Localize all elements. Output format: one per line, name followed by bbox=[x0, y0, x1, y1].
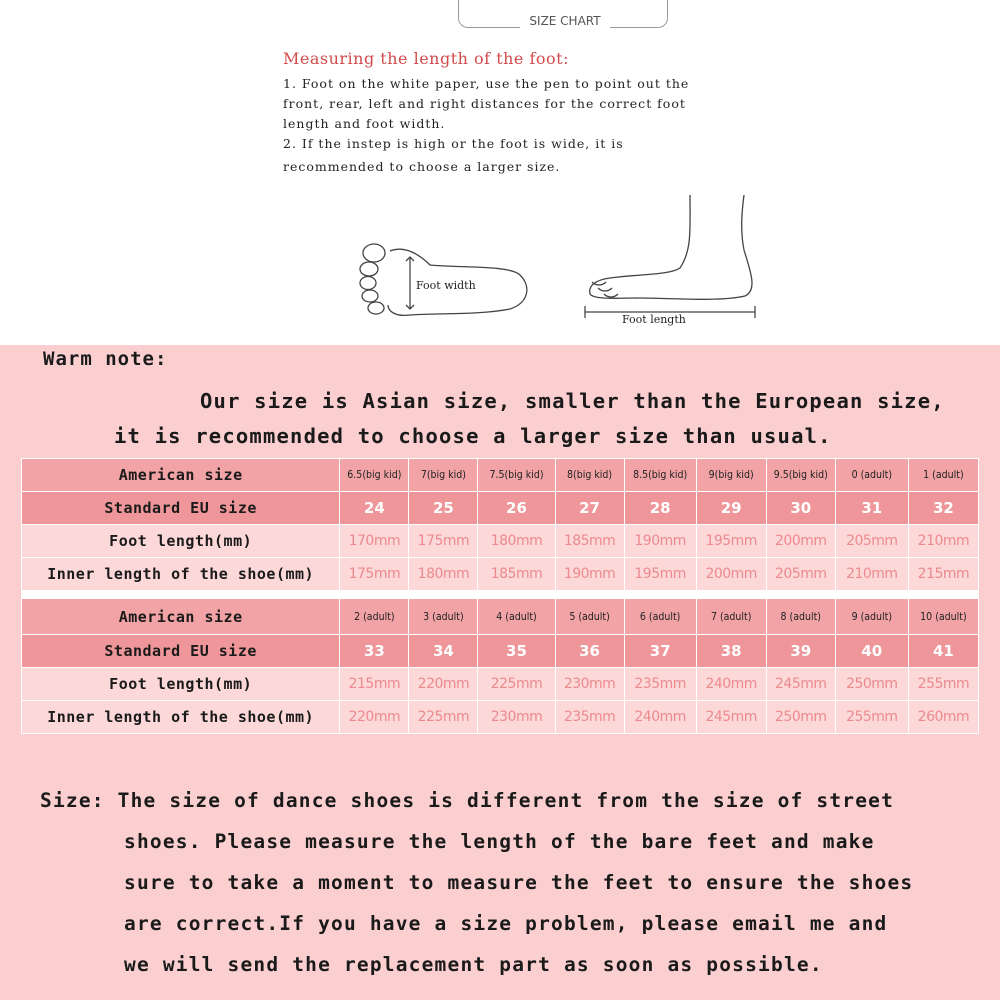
american-size-row bbox=[22, 459, 979, 492]
foot-length-cell: 215mm bbox=[340, 668, 409, 701]
foot-width-label: Foot width bbox=[416, 279, 476, 292]
size-table bbox=[21, 458, 979, 591]
inner-length-cell: 260mm bbox=[908, 701, 978, 734]
inner-length-cell: 245mm bbox=[696, 701, 766, 734]
inner-length-row bbox=[22, 558, 979, 591]
eu-size-row bbox=[22, 635, 979, 668]
measuring-instruction-line: 2. If the instep is high or the foot is wide, it is bbox=[283, 136, 624, 151]
inner-length-cell: 175mm bbox=[340, 558, 409, 591]
eu-size-cell: 30 bbox=[766, 492, 835, 525]
foot-length-row bbox=[22, 668, 979, 701]
eu-size-row bbox=[22, 492, 979, 525]
inner-length-cell: 255mm bbox=[835, 701, 908, 734]
inner-length-cell: 210mm bbox=[835, 558, 908, 591]
foot-length-label: Foot length bbox=[622, 313, 686, 326]
measuring-section bbox=[0, 0, 1000, 345]
size-table bbox=[21, 598, 979, 734]
american-size-cell: 6 (adult) bbox=[624, 599, 696, 635]
inner-length-cell: 235mm bbox=[555, 701, 624, 734]
american-size-cell: 9 (adult) bbox=[835, 599, 908, 635]
foot-length-cell: 170mm bbox=[340, 525, 409, 558]
american-size-cell: 9(big kid) bbox=[696, 459, 766, 492]
eu-size-cell: 24 bbox=[340, 492, 409, 525]
inner-length-cell: 230mm bbox=[478, 701, 555, 734]
row-label: Foot length(mm) bbox=[22, 668, 340, 701]
foot-length-cell: 240mm bbox=[696, 668, 766, 701]
row-label: American size bbox=[22, 599, 340, 635]
inner-length-cell: 240mm bbox=[624, 701, 696, 734]
warm-note-title: Warm note: bbox=[43, 348, 168, 370]
inner-length-row bbox=[22, 701, 979, 734]
row-label: American size bbox=[22, 459, 340, 492]
eu-size-cell: 27 bbox=[555, 492, 624, 525]
eu-size-cell: 40 bbox=[835, 635, 908, 668]
eu-size-cell: 29 bbox=[696, 492, 766, 525]
inner-length-cell: 250mm bbox=[766, 701, 835, 734]
inner-length-cell: 190mm bbox=[555, 558, 624, 591]
american-size-cell: 6.5(big kid) bbox=[340, 459, 409, 492]
row-label: Standard EU size bbox=[22, 635, 340, 668]
eu-size-cell: 39 bbox=[766, 635, 835, 668]
eu-size-cell: 33 bbox=[340, 635, 409, 668]
inner-length-cell: 220mm bbox=[340, 701, 409, 734]
foot-length-cell: 195mm bbox=[696, 525, 766, 558]
foot-length-cell: 180mm bbox=[478, 525, 555, 558]
american-size-cell: 5 (adult) bbox=[555, 599, 624, 635]
foot-length-cell: 225mm bbox=[478, 668, 555, 701]
row-label: Inner length of the shoe(mm) bbox=[22, 701, 340, 734]
table-divider bbox=[21, 590, 979, 598]
inner-length-cell: 195mm bbox=[624, 558, 696, 591]
size-note-line: are correct.If you have a size problem, please email me and bbox=[124, 912, 888, 935]
american-size-cell: 7(big kid) bbox=[409, 459, 478, 492]
size-note-line: we will send the replacement part as soon as possible. bbox=[124, 953, 823, 976]
foot-length-row bbox=[22, 525, 979, 558]
foot-length-cell: 250mm bbox=[835, 668, 908, 701]
foot-length-cell: 205mm bbox=[835, 525, 908, 558]
american-size-cell: 8(big kid) bbox=[555, 459, 624, 492]
row-label: Standard EU size bbox=[22, 492, 340, 525]
foot-length-cell: 185mm bbox=[555, 525, 624, 558]
american-size-cell: 2 (adult) bbox=[340, 599, 409, 635]
eu-size-cell: 25 bbox=[409, 492, 478, 525]
eu-size-cell: 28 bbox=[624, 492, 696, 525]
inner-length-cell: 185mm bbox=[478, 558, 555, 591]
american-size-cell: 4 (adult) bbox=[478, 599, 555, 635]
size-chart-title: SIZE CHART bbox=[520, 14, 610, 28]
foot-length-cell: 210mm bbox=[908, 525, 978, 558]
inner-length-cell: 200mm bbox=[696, 558, 766, 591]
measuring-instruction-line: front, rear, left and right distances for the correct foot bbox=[283, 96, 686, 111]
foot-length-diagram bbox=[580, 190, 760, 320]
inner-length-cell: 215mm bbox=[908, 558, 978, 591]
foot-length-cell: 190mm bbox=[624, 525, 696, 558]
american-size-cell: 8 (adult) bbox=[766, 599, 835, 635]
eu-size-cell: 35 bbox=[478, 635, 555, 668]
warm-note-line: it is recommended to choose a larger size than usual. bbox=[114, 424, 832, 448]
eu-size-cell: 38 bbox=[696, 635, 766, 668]
american-size-row bbox=[22, 599, 979, 635]
american-size-cell: 7 (adult) bbox=[696, 599, 766, 635]
measuring-instruction-line: recommended to choose a larger size. bbox=[283, 159, 561, 174]
american-size-cell: 3 (adult) bbox=[409, 599, 478, 635]
foot-length-cell: 235mm bbox=[624, 668, 696, 701]
warm-note-line: Our size is Asian size, smaller than the European size, bbox=[200, 389, 945, 413]
eu-size-cell: 41 bbox=[908, 635, 978, 668]
foot-length-cell: 245mm bbox=[766, 668, 835, 701]
size-note-line: Size: The size of dance shoes is different from the size of street bbox=[40, 789, 895, 812]
eu-size-cell: 26 bbox=[478, 492, 555, 525]
american-size-cell: 10 (adult) bbox=[908, 599, 978, 635]
american-size-cell: 0 (adult) bbox=[835, 459, 908, 492]
foot-length-cell: 220mm bbox=[409, 668, 478, 701]
eu-size-cell: 32 bbox=[908, 492, 978, 525]
foot-length-cell: 200mm bbox=[766, 525, 835, 558]
foot-length-cell: 255mm bbox=[908, 668, 978, 701]
american-size-cell: 7.5(big kid) bbox=[478, 459, 555, 492]
size-note-line: shoes. Please measure the length of the bare feet and make bbox=[124, 830, 875, 853]
eu-size-cell: 31 bbox=[835, 492, 908, 525]
inner-length-cell: 225mm bbox=[409, 701, 478, 734]
eu-size-cell: 36 bbox=[555, 635, 624, 668]
row-label: Inner length of the shoe(mm) bbox=[22, 558, 340, 591]
american-size-cell: 8.5(big kid) bbox=[624, 459, 696, 492]
inner-length-cell: 180mm bbox=[409, 558, 478, 591]
eu-size-cell: 37 bbox=[624, 635, 696, 668]
inner-length-cell: 205mm bbox=[766, 558, 835, 591]
american-size-cell: 1 (adult) bbox=[908, 459, 978, 492]
size-note-line: sure to take a moment to measure the feet to ensure the shoes bbox=[124, 871, 914, 894]
american-size-cell: 9.5(big kid) bbox=[766, 459, 835, 492]
row-label: Foot length(mm) bbox=[22, 525, 340, 558]
measuring-instruction-line: length and foot width. bbox=[283, 116, 446, 131]
measuring-heading: Measuring the length of the foot: bbox=[283, 49, 569, 68]
foot-length-cell: 230mm bbox=[555, 668, 624, 701]
eu-size-cell: 34 bbox=[409, 635, 478, 668]
measuring-instruction-line: 1. Foot on the white paper, use the pen to point out the bbox=[283, 76, 690, 91]
foot-length-cell: 175mm bbox=[409, 525, 478, 558]
